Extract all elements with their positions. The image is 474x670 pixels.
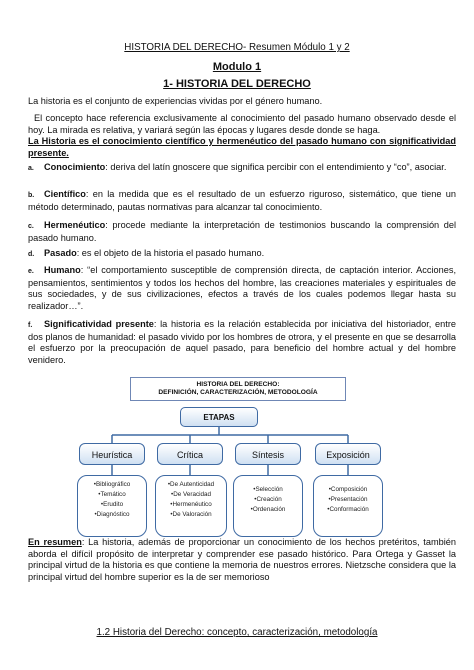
stage-critica: Crítica [157, 443, 223, 465]
subitem: •Ordenación [250, 506, 286, 513]
subitem: •Hermenéutico [170, 501, 212, 508]
item-c [28, 220, 456, 244]
item-text: : en la medida que es el resultado de un esfuerzo riguroso, sistemático, que tiene un método determinado, pautas normativas para alcanzar tal conocimiento. [28, 189, 456, 212]
item-term: Conocimiento [44, 162, 106, 172]
subitem: •Creación [254, 496, 282, 503]
subitem: •Conformación [327, 506, 369, 513]
stage-exposicion: Exposición [315, 443, 381, 465]
item-text: : es el objeto de la historia el pasado humano. [76, 248, 265, 258]
item-e [28, 265, 456, 312]
diagram-title-line1: HISTORIA DEL DERECHO: [196, 381, 280, 388]
summary-text: : La historia, además de proporcionar un conocimiento de los hechos pretéritos, también aborda el difícil propósito de interpretar y comprender ese pasado histórico. Para Ortega y Gasset la principal virtud de la historia es que contiene la memoria de nuestros errores. Nietzsche considera que la principal virtud del hombre superior es la de ser memorioso [28, 537, 456, 582]
thesis-paragraph: La Historia es el conocimiento científico y hermenéutico del pasado humano con significatividad presente. [28, 136, 456, 158]
item-letter: a. [28, 165, 34, 172]
item-term: Humano [44, 265, 81, 275]
item-term: Significatividad presente [44, 319, 154, 329]
subitem: •Bibliográfico [93, 481, 131, 488]
sintesis-subitems [233, 475, 303, 537]
subitem: •De Autenticidad [167, 481, 215, 488]
item-a [28, 162, 456, 175]
subitem: •De Valoración [170, 511, 212, 518]
summary-label: En resumen [28, 537, 82, 547]
item-b [28, 189, 456, 213]
concept-paragraph: El concepto hace referencia exclusivamente al conocimiento del pasado humano observado desde el hoy. La mirada es relativa, y variará según las épocas y lugares desde donde se haga. [28, 113, 456, 135]
item-d [28, 248, 456, 261]
item-letter: d. [28, 251, 35, 258]
diagram-title [130, 377, 346, 401]
item-f [28, 319, 456, 366]
footer-heading: 1.2 Historia del Derecho: concepto, caracterización, metodología [96, 627, 378, 638]
diagram-title-line2: DEFINICIÓN, CARACTERIZACIÓN, METODOLOGÍA [158, 389, 318, 396]
module-heading: Modulo 1 [212, 61, 262, 73]
item-text: : procede mediante la interpretación de testimonios buscando la comprensión del pasado humano. [28, 220, 456, 243]
item-text: : deriva del latín gnoscere que significa percibir con el entendimiento y “co”, asociar. [105, 162, 447, 172]
critica-subitems [155, 475, 227, 537]
summary-paragraph [28, 537, 456, 583]
item-text: : “el comportamiento susceptible de comprensión directa, de captación interior. Acciones, pensamientos, sentimientos y todos los hechos del hombre, las creaciones materiales y espirituales de sus sociedades, y de sus civilizaciones, efectos a través de los cuales podemos llegar hasta su realizador…”. [28, 265, 456, 311]
subitem: •Selección [253, 486, 283, 493]
subitem: •Diagnóstico [94, 511, 130, 518]
etapas-box: ETAPAS [180, 407, 258, 427]
heuristica-subitems [77, 475, 147, 537]
section-heading: 1- HISTORIA DEL DERECHO [163, 78, 311, 90]
subitem: •Presentación [328, 496, 368, 503]
stage-heuristica: Heurística [79, 443, 145, 465]
subitem: •Erudito [100, 501, 124, 508]
document-title: HISTORIA DEL DERECHO- Resumen Módulo 1 y 2 [124, 42, 350, 53]
subitem: •Temático [98, 491, 126, 498]
intro-paragraph: La historia es el conjunto de experiencias vividas por el género humano. [28, 96, 323, 106]
stage-sintesis: Síntesis [235, 443, 301, 465]
item-letter: b. [28, 192, 35, 199]
item-letter: f. [28, 322, 33, 329]
item-term: Hermenéutico [44, 220, 106, 230]
subitem: •De Veracidad [170, 491, 211, 498]
item-letter: c. [28, 223, 34, 230]
item-term: Pasado [44, 248, 77, 258]
item-letter: e. [28, 268, 34, 275]
item-text: : la historia es la relación establecida por iniciativa del historiador, entre dos planos de humanidad: el pasado vivido por los hombres de otrora, y el presente en que se desarrolla el esfuerzo por la preocupación de aquel pasado, para beneficio del hombre actual y del hombre venidero. [28, 319, 456, 365]
item-term: Científico [44, 189, 86, 199]
etapas-diagram [62, 377, 412, 537]
subitem: •Composición [328, 486, 368, 493]
exposicion-subitems [313, 475, 383, 537]
